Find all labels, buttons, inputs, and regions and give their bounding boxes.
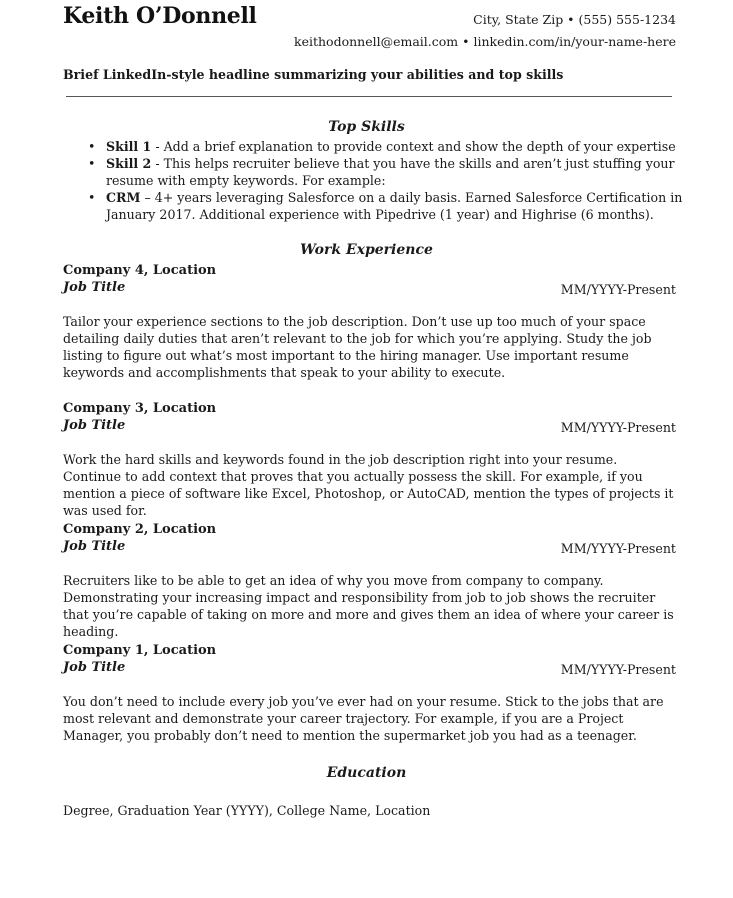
company-name: Company 3, Location (63, 401, 217, 416)
skill-text: - This helps recruiter believe that you have the skills and aren’t just stuffing your resume with empty keywords. For example: (106, 156, 675, 188)
job-title: Job Title (63, 660, 126, 675)
bullet-icon: • (88, 190, 96, 205)
skill-label: Skill 1 (106, 139, 152, 154)
job-description: Work the hard skills and keywords found in the job description right into your resume. Continue to add context that proves that you actually possess the skill. For example, if you mention a piece of software like Excel, Photoshop, or AutoCAD, mention the types of projects it was used for. (63, 452, 674, 518)
job-description: Tailor your experience sections to the job description. Don’t use up too much of your space detailing daily duties that aren’t relevant to the job for which you’re applying. Study the job listing to figure out what’s most important to the hiring manager. Use important resume keywords and accomplishments that speak to your ability to execute. (63, 314, 652, 380)
contact-location-phone: City, State Zip • (555) 555-1234 (473, 12, 676, 27)
profile-headline: Brief LinkedIn-style headline summarizing your abilities and top skills (63, 67, 564, 82)
job-entry (63, 642, 676, 744)
bullet-icon: • (88, 139, 96, 154)
job-dates: MM/YYYY-Present (560, 282, 676, 297)
job-dates: MM/YYYY-Present (560, 541, 676, 556)
skill-item (88, 189, 688, 223)
header-divider (66, 96, 672, 97)
job-entry (63, 262, 676, 381)
education-entry: Degree, Graduation Year (YYYY), College Name, Location (63, 803, 431, 818)
skill-item (88, 155, 688, 189)
job-entry (63, 521, 676, 640)
skill-label: Skill 2 (106, 156, 152, 171)
skill-text: – 4+ years leveraging Salesforce on a daily basis. Earned Salesforce Certification in January 2017. Additional experience with Pipedrive (1 year) and Highrise (6 months). (106, 190, 683, 222)
job-title: Job Title (63, 418, 126, 433)
job-dates: MM/YYYY-Present (560, 420, 676, 435)
job-description: You don’t need to include every job you’ve ever had on your resume. Stick to the jobs that are most relevant and demonstrate your career trajectory. For example, if you are a Project Manager, you probably don’t need to mention the supermarket job you had as a teenager. (63, 694, 664, 743)
skill-item (88, 138, 688, 155)
education-heading: Education (326, 765, 407, 781)
skill-label: CRM (106, 190, 141, 205)
job-dates: MM/YYYY-Present (560, 662, 676, 677)
job-title: Job Title (63, 280, 126, 295)
company-name: Company 1, Location (63, 643, 217, 658)
job-title: Job Title (63, 539, 126, 554)
bullet-icon: • (88, 156, 96, 171)
work-experience-heading: Work Experience (300, 242, 433, 258)
contact-email-linkedin: keithodonnell@email.com • linkedin.com/in/your-name-here (294, 34, 676, 49)
job-description: Recruiters like to be able to get an idea of why you move from company to company. Demonstrating your increasing impact and responsibility from job to job shows the recruiter that you’re capable of taking on more and more and gives them an idea of where your career is heading. (63, 573, 674, 639)
job-entry (63, 400, 676, 519)
skills-list (88, 138, 688, 223)
top-skills-heading: Top Skills (328, 119, 405, 135)
company-name: Company 2, Location (63, 522, 217, 537)
candidate-name: Keith O’Donnell (63, 3, 257, 29)
company-name: Company 4, Location (63, 263, 217, 278)
skill-text: - Add a brief explanation to provide context and show the depth of your expertise (151, 139, 676, 154)
